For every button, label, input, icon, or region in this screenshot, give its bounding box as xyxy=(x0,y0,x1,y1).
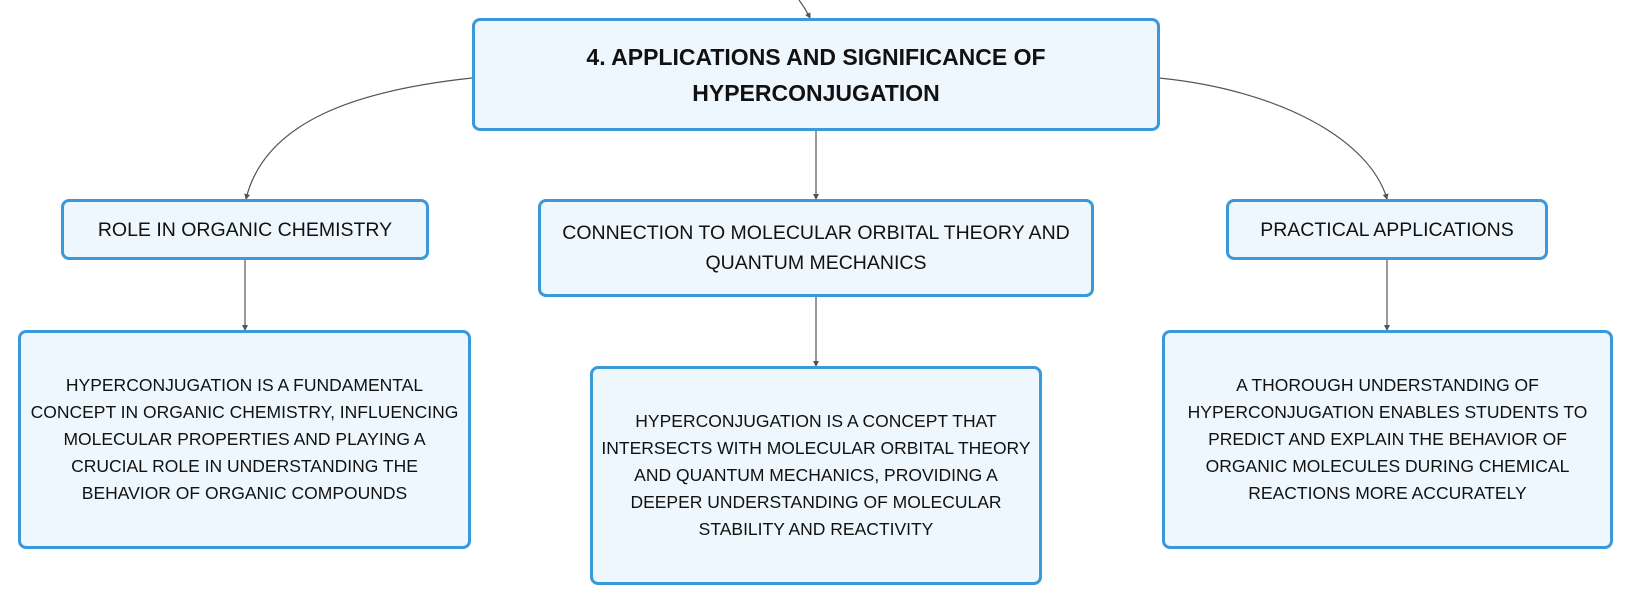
branch-label: PRACTICAL APPLICATIONS xyxy=(1260,218,1514,241)
connector-root-to-role xyxy=(246,78,472,199)
branch-label: CONNECTION TO MOLECULAR ORBITAL THEORY AND QUANTUM MECHANICS xyxy=(562,222,1070,274)
connector-root-to-practical xyxy=(1159,78,1387,199)
detail-node-molecular-orbital-theory[interactable] xyxy=(590,366,1042,585)
branch-node-role-in-organic-chemistry[interactable] xyxy=(61,199,429,260)
detail-text: A THOROUGH UNDERSTANDING OF HYPERCONJUGATION ENABLES STUDENTS TO PREDICT AND EXPLAIN THE BEHAVIOR OF ORGANIC MOLECULES DURING CHEMICAL REACTIONS MORE ACCURATELY xyxy=(1187,375,1588,503)
branch-node-practical-applications[interactable] xyxy=(1226,199,1548,260)
detail-text: HYPERCONJUGATION IS A CONCEPT THAT INTERSECTS WITH MOLECULAR ORBITAL THEORY AND QUANTUM MECHANICS, PROVIDING A DEEPER UNDERSTANDING OF MOLECULAR STABILITY AND REACTIVITY xyxy=(601,411,1031,539)
detail-node-practical-applications[interactable] xyxy=(1162,330,1613,549)
incoming-connector xyxy=(799,0,810,18)
root-topic-node[interactable] xyxy=(472,18,1160,131)
root-topic-label: 4. APPLICATIONS AND SIGNIFICANCE OF HYPERCONJUGATION xyxy=(586,43,1046,106)
detail-text: HYPERCONJUGATION IS A FUNDAMENTAL CONCEPT IN ORGANIC CHEMISTRY, INFLUENCING MOLECULAR PROPERTIES AND PLAYING A CRUCIAL ROLE IN UNDERSTANDING THE BEHAVIOR OF ORGANIC COMPOUNDS xyxy=(30,375,459,503)
branch-node-molecular-orbital-theory[interactable] xyxy=(538,199,1094,297)
branch-label: ROLE IN ORGANIC CHEMISTRY xyxy=(97,218,393,241)
detail-node-role-in-organic-chemistry[interactable] xyxy=(18,330,471,549)
